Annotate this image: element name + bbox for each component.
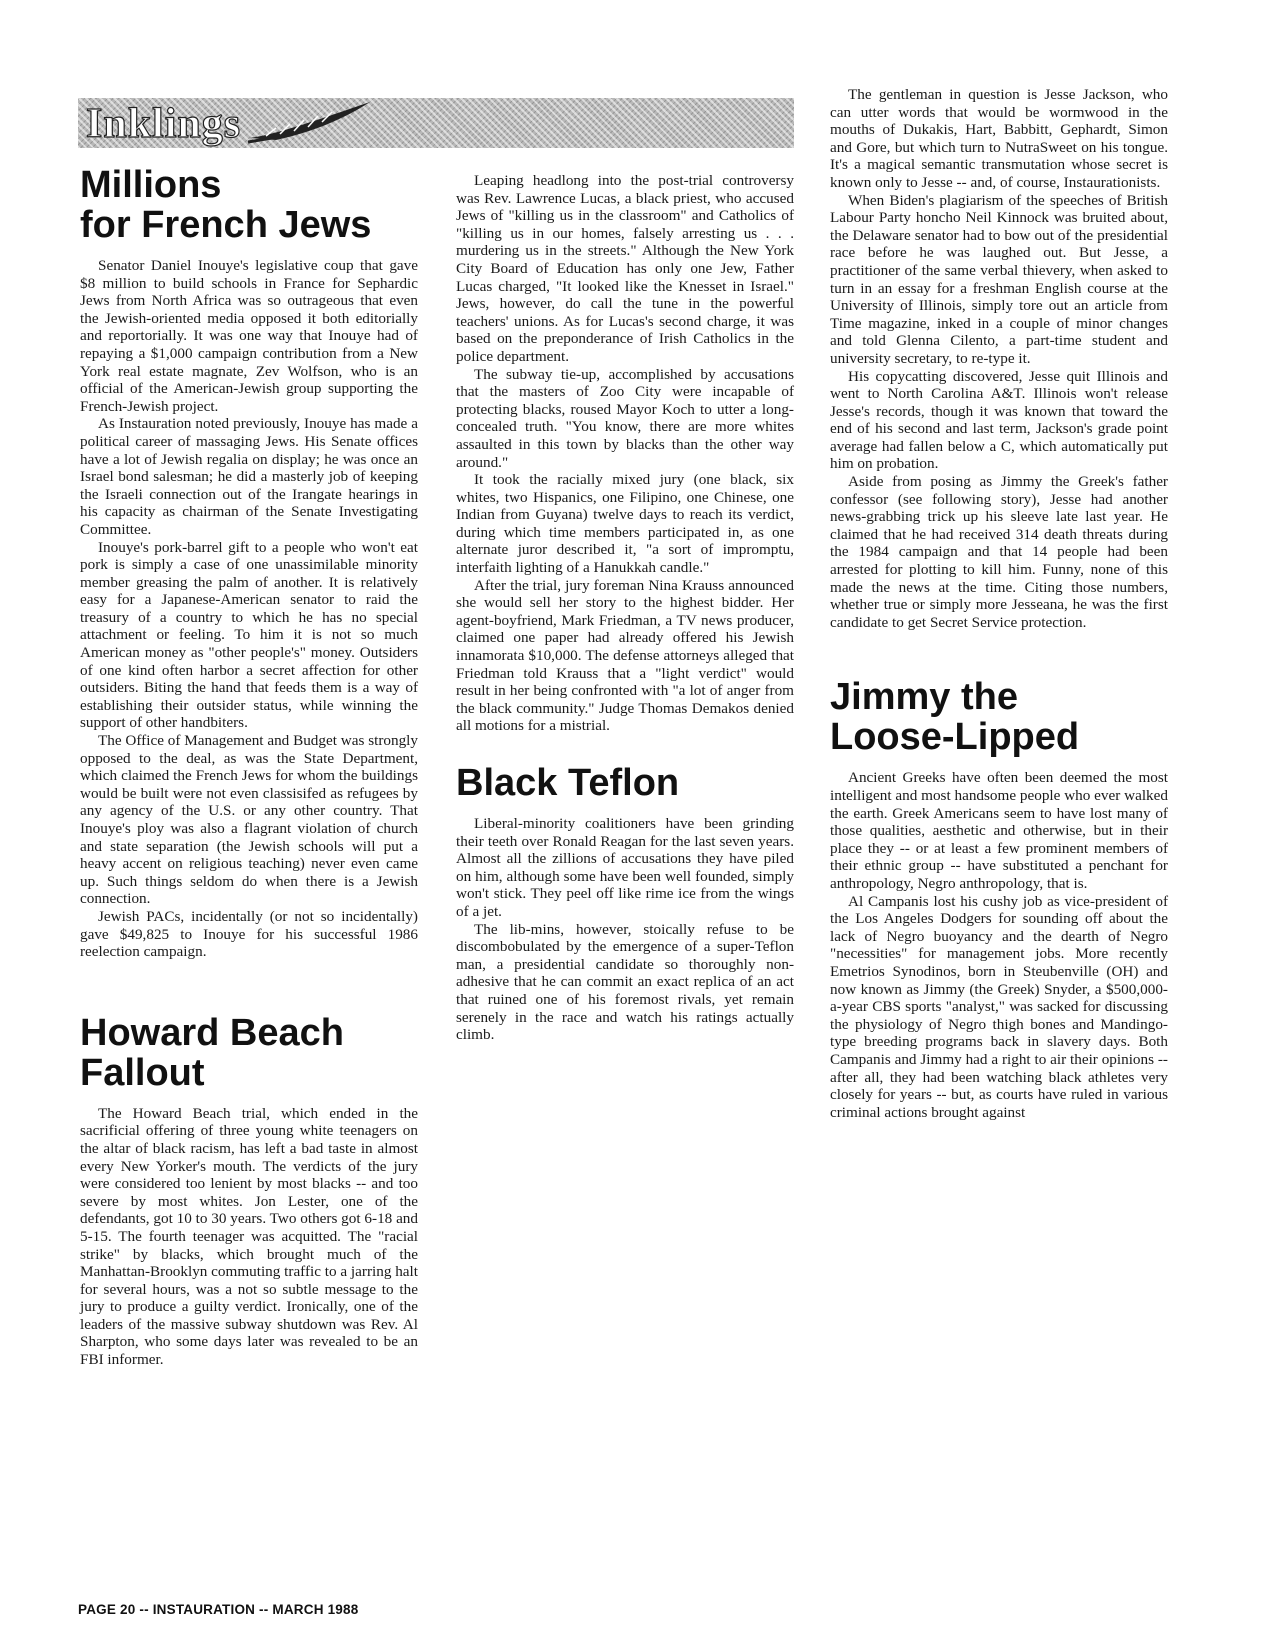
paragraph: Senator Daniel Inouye's legislative coup that gave $8 million to build schools in France for Sephardic Jews from North Africa was so outrageous that even the Jewish-oriented media opposed it both editorially and reportorially. It was one way that Inouye had of repaying a $1,000 campaign contribution from a New York real estate magnate, Zev Wolfson, who is an official of the American-Jewish group supporting the French-Jewish project. bbox=[80, 257, 418, 415]
paragraph: His copycatting discovered, Jesse quit Illinois and went to North Carolina A&T. Illinois won't release Jesse's records, though it was known that toward the end of his second and last term, Jackson's grade point average had fallen below a C, which automatically put him on probation. bbox=[830, 367, 1168, 473]
section-banner bbox=[78, 98, 794, 148]
paragraph: The lib-mins, however, stoically refuse to be discombobulated by the emergence of a super-Teflon man, a presidential candidate so thoroughly non-adhesive that he can commit an exact replica of an act that ruined one of his foremost rivals, yet remain serenely in the race and watch his ratings actually climb. bbox=[456, 920, 794, 1044]
paragraph: Inouye's pork-barrel gift to a people who won't eat pork is simply a case of one unassimilable minority member greasing the palm of another. It is relatively easy for a Japanese-American senator to raid the treasury of a country to which he has no special attachment or feeling. To him it is not so much American money as "other people's" money. Outsiders of one kind often harbor a secret affection for other outsiders. Biting the hand that feeds them is a way of establishing their outsider status, while winning the support of other handbiters. bbox=[80, 538, 418, 732]
paragraph: When Biden's plagiarism of the speeches of British Labour Party honcho Neil Kinnock was bruited about, the Delaware senator had to bow out of the presidential race before he was laughed out. But Jesse, a practitioner of the same verbal thievery, when asked to turn in an essay for a freshman English course at the University of Illinois, simply tore out an article from Time magazine, inked in a couple of minor changes and told Glenna Cilento, a part-time student and university secretary, to re-type it. bbox=[830, 191, 1168, 367]
paragraph: After the trial, jury foreman Nina Krauss announced she would sell her story to the highest bidder. Her agent-boyfriend, Mark Friedman, a TV news producer, claimed one paper had already offered his Jewish innamorata $10,000. The defense attorneys alleged that Friedman told Krauss that a "light verdict" would result in her being confronted with "a lot of anger from the black community." Judge Thomas Demakos denied all motions for a mistrial. bbox=[456, 576, 794, 735]
paragraph: The subway tie-up, accomplished by accusations that the masters of Zoo City were incapable of protecting blacks, roused Mayor Koch to utter a long-concealed truth. "You know, there are more whites assaulted in this town by blacks than the other way around." bbox=[456, 365, 794, 471]
paragraph: Al Campanis lost his cushy job as vice-president of the Los Angeles Dodgers for sounding off about the lack of Negro buoyancy and the dearth of Negro "necessities" for management jobs. More recently Emetrios Synodinos, born in Steubenville (OH) and now known as Jimmy (the Greek) Snyder, a $500,000-a-year CBS sports "analyst," was sacked for discussing the physiology of Negro thigh bones and Mandingo-type breeding programs back in slavery days. Both Campanis and Jimmy had a right to air their opinions -- after all, they had been watching black athletes very closely for years -- but, as courts have ruled in various criminal actions brought against bbox=[830, 892, 1168, 1121]
paragraph: The gentleman in question is Jesse Jackson, who can utter words that would be wormwood in the mouths of Dukakis, Hart, Babbitt, Gephardt, Simon and Gore, but which turn to NutraSweet on his tongue. It's a magical semantic transmutation whose secret is known only to Jesse -- and, of course, Instaurationists. bbox=[830, 86, 1168, 191]
paragraph: As Instauration noted previously, Inouye has made a political career of massaging Jews. His Senate offices have a lot of Jewish regalia on display; he was once an Israel bond salesman; he did a masterly job of keeping the Israeli connection out of the Irangate hearings in his capacity as chairman of the Senate Investigating Committee. bbox=[80, 415, 418, 538]
banner-title: Inklings bbox=[86, 101, 242, 147]
column-2 bbox=[456, 172, 794, 1044]
headline-black-teflon: Black Teflon bbox=[456, 762, 680, 804]
headline-line: Loose-Lipped bbox=[830, 716, 1080, 759]
paragraph: Ancient Greeks have often been deemed the most intelligent and most handsome people who ever walked the earth. Greek Americans seem to have lost many of those qualities, aesthetic and otherwise, but in their place they -- or at least a few prominent members of their ethnic group -- have substituted a penchant for anthropology, Negro anthropology, that is. bbox=[830, 769, 1168, 892]
paragraph: Jewish PACs, incidentally (or not so incidentally) gave $49,825 to Inouye for his successful 1986 reelection campaign. bbox=[80, 907, 418, 961]
paragraph: The Howard Beach trial, which ended in the sacrificial offering of three young white teenagers on the altar of black racism, has left a bad taste in almost every New Yorker's mouth. The verdicts of the jury were considered too lenient by most blacks -- and too severe by most whites. Jon Lester, one of the defendants, got 10 to 30 years. Two others got 6-18 and 5-15. The fourth teenager was acquitted. The "racial strike" by blacks, which brought much of the Manhattan-Brooklyn commuting traffic to a jarring halt for several hours, was a not so subtle message to the jury to produce a guilty verdict. Ironically, one of the leaders of the massive subway shutdown was Rev. Al Sharpton, who some days later was revealed to be an FBI informer. bbox=[80, 1104, 418, 1369]
headline-line: Howard Beach bbox=[80, 1011, 344, 1054]
column-1 bbox=[80, 164, 418, 1369]
headline-line: for French Jews bbox=[80, 204, 372, 246]
paragraph: The Office of Management and Budget was strongly opposed to the deal, as was the State Department, which claimed the French Jews for whom the buildings would be built were not even classisifed as refugees by any agency of the U.S. or any other country. That Inouye's ploy was also a flagrant violation of church and state separation (the Jewish schools will put a heavy accent on religious teaching) never even came up. Such things seldom do when there is a Jewish connection. bbox=[80, 732, 418, 908]
paragraph: It took the racially mixed jury (one black, six whites, two Hispanics, one Filipino, one Chinese, one Indian from Guyana) twelve days to reach its verdict, during which time members participated in, as one alternate juror described it, "a sort of impromptu, interfaith lighting of a Hanukkah candle." bbox=[456, 471, 794, 577]
headline-howard-beach bbox=[80, 1013, 418, 1093]
headline-line: Millions bbox=[80, 164, 222, 206]
paragraph: Aside from posing as Jimmy the Greek's father confessor (see following story), Jesse had another news-grabbing trick up his sleeve late last year. He claimed that he had received 314 death threats during the 1984 campaign and that 14 people had been arrested for plotting to kill him. Funny, none of this made the news at the time. Citing those numbers, whether true or simply more Jesseana, he was the first candidate to get Secret Service protection. bbox=[830, 473, 1168, 631]
headline-line: Fallout bbox=[80, 1051, 205, 1094]
page-footer: PAGE 20 -- INSTAURATION -- MARCH 1988 bbox=[78, 1602, 359, 1617]
quill-pen-icon bbox=[246, 98, 376, 146]
headline-jimmy bbox=[830, 677, 1168, 757]
headline-french-jews bbox=[80, 165, 418, 245]
headline-line: Jimmy the bbox=[830, 676, 1018, 719]
paragraph: Leaping headlong into the post-trial controversy was Rev. Lawrence Lucas, a black priest, who accused Jews of "killing us in the classroom" and Catholics of "killing us in our homes, falsely arresting us . . . murdering us in the streets." Although the New York City Board of Education has only one Jew, Father Lucas charged, "It looked like the Knesset in Israel." Jews, however, do call the tune in the powerful teachers' unions. As for Lucas's second charge, it was based on the preponderance of Irish Catholics in the police department. bbox=[456, 172, 794, 365]
column-3 bbox=[830, 86, 1168, 1121]
paragraph: Liberal-minority coalitioners have been grinding their teeth over Ronald Reagan for the last seven years. Almost all the zillions of accusations they have piled on him, although some have been well founded, simply won't stick. They peel off like rime ice from the wings of a jet. bbox=[456, 815, 794, 920]
